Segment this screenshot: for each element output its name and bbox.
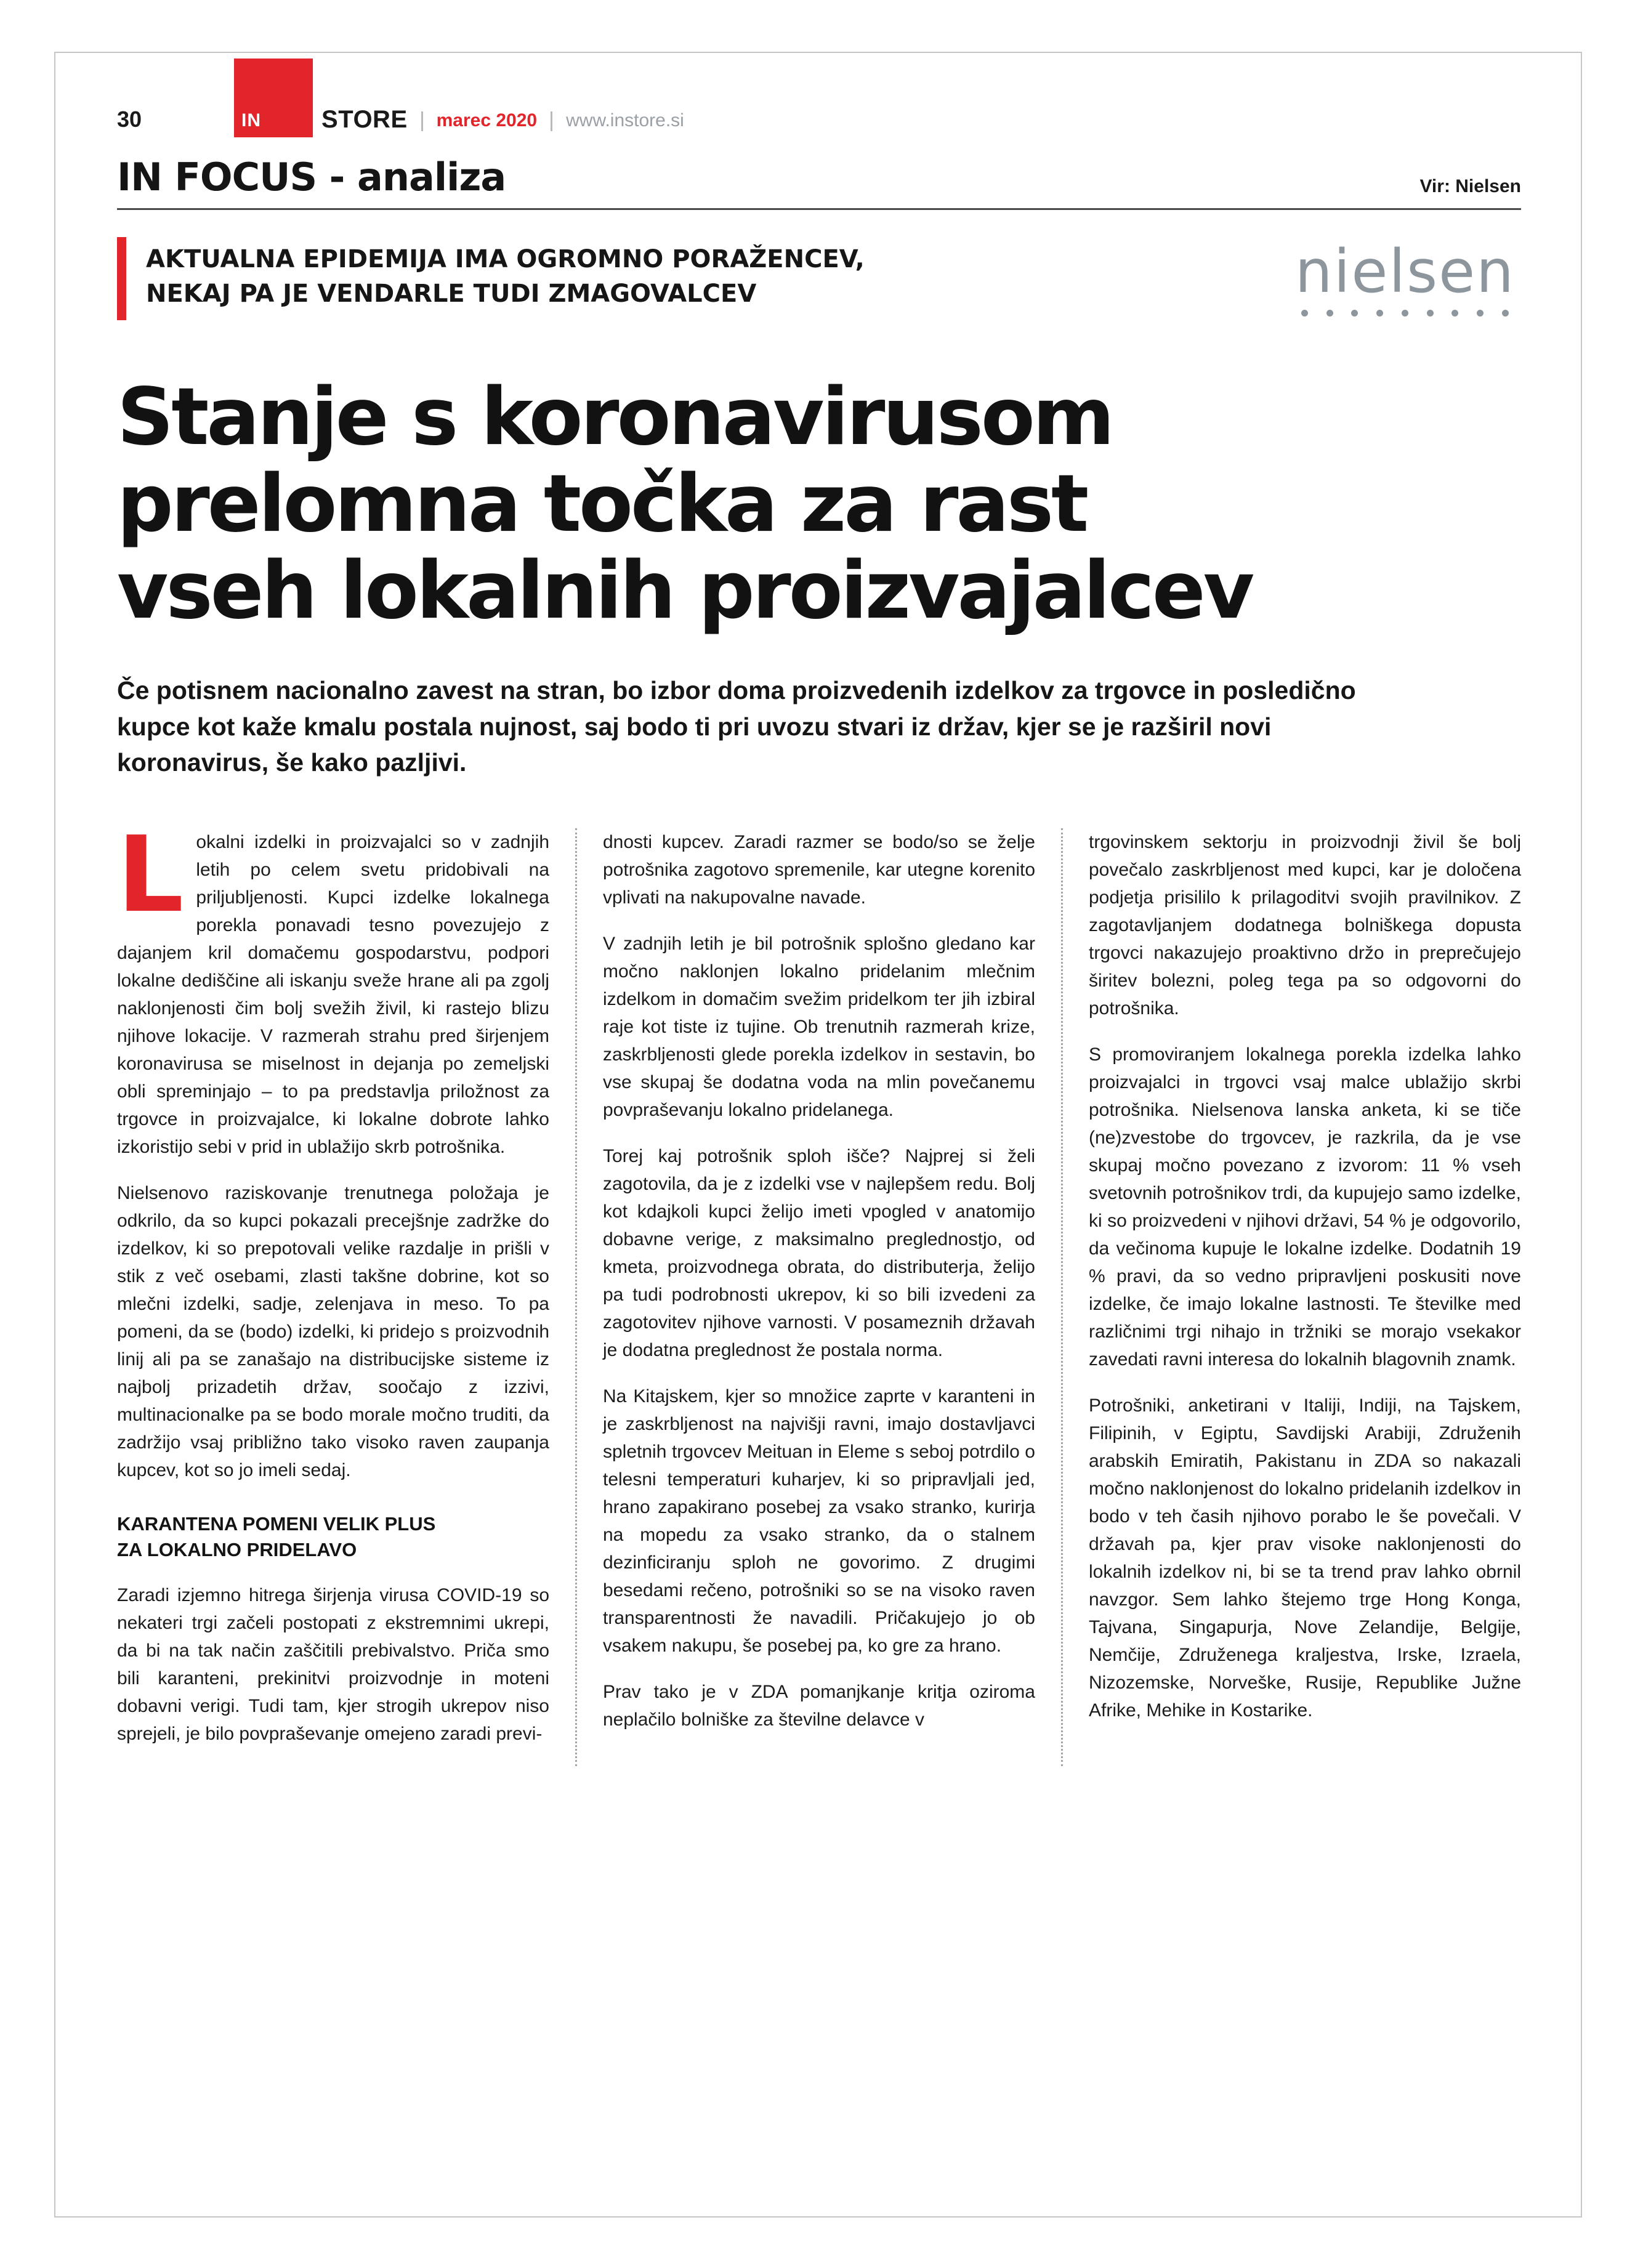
nielsen-wordmark: nielsen bbox=[1294, 237, 1515, 306]
article-body bbox=[117, 814, 1521, 1766]
red-accent-bar bbox=[117, 237, 126, 320]
article-paragraph: Torej kaj potrošnik sploh išče? Najprej si želi zagotovila, da je z izdelki vse v najlepšem redu. Bolj kot kdajkoli kupci želijo imeti vpogled v anatomijo dobavne verige, z maksimalno preglednostjo, od kmeta, proizvodnega obrata, do distributerja, želijo pa tudi podrobnosti ukrepov, ki so bili izvedeni za zagotovitev njihove varnosti. V posameznih državah je dodatna preglednost že postala norma. bbox=[603, 1146, 1035, 1361]
kicker-line-2: NEKAJ PA JE VENDARLE TUDI ZMAGOVALCEV bbox=[146, 280, 757, 308]
article-column-1 bbox=[117, 814, 575, 1766]
article-paragraph: dnosti kupcev. Zaradi razmer se bodo/so se želje potrošnika zagotovo spremenile, kar utegne korenito vplivati na nakupovalne navade. bbox=[603, 832, 1035, 908]
masthead bbox=[117, 59, 1521, 137]
opening-paragraph bbox=[117, 814, 549, 1161]
opening-paragraph-text: okalni izdelki in proizvajalci so v zadnjih letih po celem svetu pridobivali na priljubljenosti. Kupci izdelke lokalnega porekla ponavadi tesno povezujejo z dajanjem kril domačemu gospodarstvu, podpori lokalne dediščine ali iskanju sveže hrane ali pa zgolj naklonjenosti čim bolj svežih živil, ki rastejo blizu njihove lokacije. V razmerah strahu pred širjenjem koronavirusa se miselnost in dejanja po zemeljski obli spreminjajo – to pa predstavlja priložnost za trgovce in proizvajalce, ki lokalne dobrote lahko izkoristijo sebi v prid in ublažijo skrb potrošnika. bbox=[117, 832, 549, 1158]
kicker-row bbox=[117, 237, 1521, 320]
article-column-2 bbox=[575, 828, 1061, 1766]
article-paragraph: trgovinskem sektorju in proizvodnji živil še bolj povečalo zaskrbljenost med kupci, kar je določena podjetja prisililo k prilagoditvi svojih pravilnikov. Z zagotavljanjem dodatnega bolniškega dopusta trgovci nakazujejo proaktivno držo in preprečujejo širitev bolezni, poleg tega pa so odgovorni do potrošnika. bbox=[1089, 832, 1521, 1019]
headline-line-2: prelomna točka za rast bbox=[117, 458, 1087, 550]
nielsen-logo bbox=[1294, 237, 1515, 317]
article-paragraph: V zadnjih letih je bil potrošnik splošno gledano kar močno naklonjen lokalno pridelanim mlečnim izdelkom in domačim svežim pridelkom ter jih izbiral raje kot tiste iz tujine. Ob trenutnih razmerah krize, zaskrbljenosti glede porekla izdelkov in sestavin, bo vse skupaj še dodatna voda na mlin povečanemu povpraševanju lokalno pridelanega. bbox=[603, 934, 1035, 1121]
article-column-3 bbox=[1061, 828, 1521, 1766]
issue-date: marec 2020 bbox=[436, 110, 538, 131]
column-1-paragraphs-after bbox=[117, 1581, 549, 1748]
article-subheading: KARANTENA POMENI VELIK PLUS ZA LOKALNO PRIDELAVO bbox=[117, 1513, 436, 1560]
instore-logo-mark bbox=[234, 59, 313, 137]
headline-line-3: vseh lokalnih proizvajalcev bbox=[117, 544, 1253, 637]
article-paragraph: Nielsenovo raziskovanje trenutnega položaja je odkrilo, da so kupci pokazali precejšnje zadržke do izdelkov, ki so prepotovali velike razdalje in prišli v stik z več osebami, zlasti takšne dobrine, kot so mlečni izdelki, sadje, zelenjava in meso. To pa pomeni, da se (bodo) izdelki, ki pridejo s proizvodnih linij ali pa se zanašajo na distribucijske sisteme iz najbolj prizadetih držav, soočajo z izzivi, multinacionalke pa se bodo morale močno truditi, da zadržijo vsaj približno tako visoko raven zaupanja kupcev, kot so jo imeli sedaj. bbox=[117, 1183, 549, 1481]
source-credit: Vir: Nielsen bbox=[1419, 176, 1521, 196]
article-headline bbox=[117, 371, 1521, 637]
kicker bbox=[117, 242, 865, 320]
article-paragraph: Zaradi izjemno hitrega širjenja virusa COVID-19 so nekateri trgi začeli postopati z ekstremnimi ukrepi, da bi na tak način zaščitili prebivalstvo. Priča smo bili karanteni, prekinitvi proizvodnje in moteni dobavni verigi. Tudi tam, kjer strogih ukrepov niso sprejeli, je bilo povpraševanje omejeno zaradi previ- bbox=[117, 1584, 549, 1744]
article-paragraph: S promoviranjem lokalnega porekla izdelka lahko proizvajalci in trgovci vsaj malce ublažijo skrbi potrošnika. Nielsenova lanska anketa, ki se tiče (ne)zvestobe do trgovcev, je razkrila, da je vse skupaj močno povezano z izvorom: 11 % vseh svetovnih potrošnikov trdi, da kupujejo samo izdelke, ki so proizvedeni v njihovi državi, 54 % je odgovorilo, da večinoma kupuje le lokalne izdelke. Dodatnih 19 % pravi, da so vedno pripravljeni poskusiti nove izdelke, če imajo lokalne lastnosti. Te številke med različnimi trgi nihajo in tržniki se morajo vsekakor zavedati ravni interesa do lokalnih blagovnih znamk. bbox=[1089, 1044, 1521, 1370]
masthead-divider bbox=[551, 111, 552, 131]
website-link[interactable]: www.instore.si bbox=[566, 110, 684, 131]
article-lede: Če potisnem nacionalno zavest na stran, bo izbor doma proizvedenih izdelkov za trgovce in posledično kupce kot kaže kmalu postala nujnost, saj bodo ti pri uvozu stvari iz držav, kjer se je razširil novi koronavirus, še kako pazljivi. bbox=[117, 676, 1356, 777]
kicker-text bbox=[146, 242, 865, 320]
page-number: 30 bbox=[117, 107, 142, 132]
article-paragraph: Na Kitajskem, kjer so množice zaprte v karanteni in je zaskrbljenost na najvišji ravni, imajo dostavljavci spletnih trgovcev Meituan in Eleme s seboj potrdilo o telesni temperaturi kuharjev, ki so pripravljali jed, hrano zapakirano posebej za vsako stranko, kurirja na mopedu za vsako stranko, da o stalnem dezinficiranju sploh ne govorimo. Z drugimi besedami rečeno, potrošniki so se na visoko raven transparentnosti že navadili. Pričakujejo jo ob vsakem nakupu, še posebej pa, ko gre za hrano. bbox=[603, 1386, 1035, 1657]
article-paragraph: Prav tako je v ZDA pomanjkanje kritja oziroma neplačilo bolniške za številne delavce v bbox=[603, 1682, 1035, 1730]
section-title: IN FOCUS - analiza bbox=[117, 155, 506, 200]
kicker-line-1: AKTUALNA EPIDEMIJA IMA OGROMNO PORAŽENCEV, bbox=[146, 245, 865, 273]
headline-line-1: Stanje s koronavirusom bbox=[117, 371, 1113, 463]
article-paragraph: Potrošniki, anketirani v Italiji, Indiji, na Tajskem, Filipinih, v Egiptu, Savdijski Arabiji, Združenih arabskih Emiratih, Pakistanu in ZDA so nakazali močno naklonjenost do lokalno pridelanih izdelkov in bodo v teh časih njihovo porabo le še povečali. V državah pa, kjer prav visoke naklonjenosti do lokalnih izdelkov ni, bi se ta trend prav lahko obrnil navzgor. Sem lahko štejemo trge Hong Konga, Tajvana, Singapurja, Nove Zelandije, Belgije, Nemčije, Združenega kraljestva, Irske, Izraela, Nizozemske, Norveške, Rusije, Republike Južne Afrike, Mehike in Kostarike. bbox=[1089, 1395, 1521, 1721]
dropcap: L bbox=[117, 814, 184, 937]
column-1-paragraphs bbox=[117, 1179, 549, 1484]
masthead-divider bbox=[421, 111, 423, 131]
instore-logo-in-text: IN bbox=[241, 110, 262, 131]
section-header-row bbox=[117, 155, 1521, 210]
instore-logo-store-text: STORE bbox=[321, 106, 408, 133]
